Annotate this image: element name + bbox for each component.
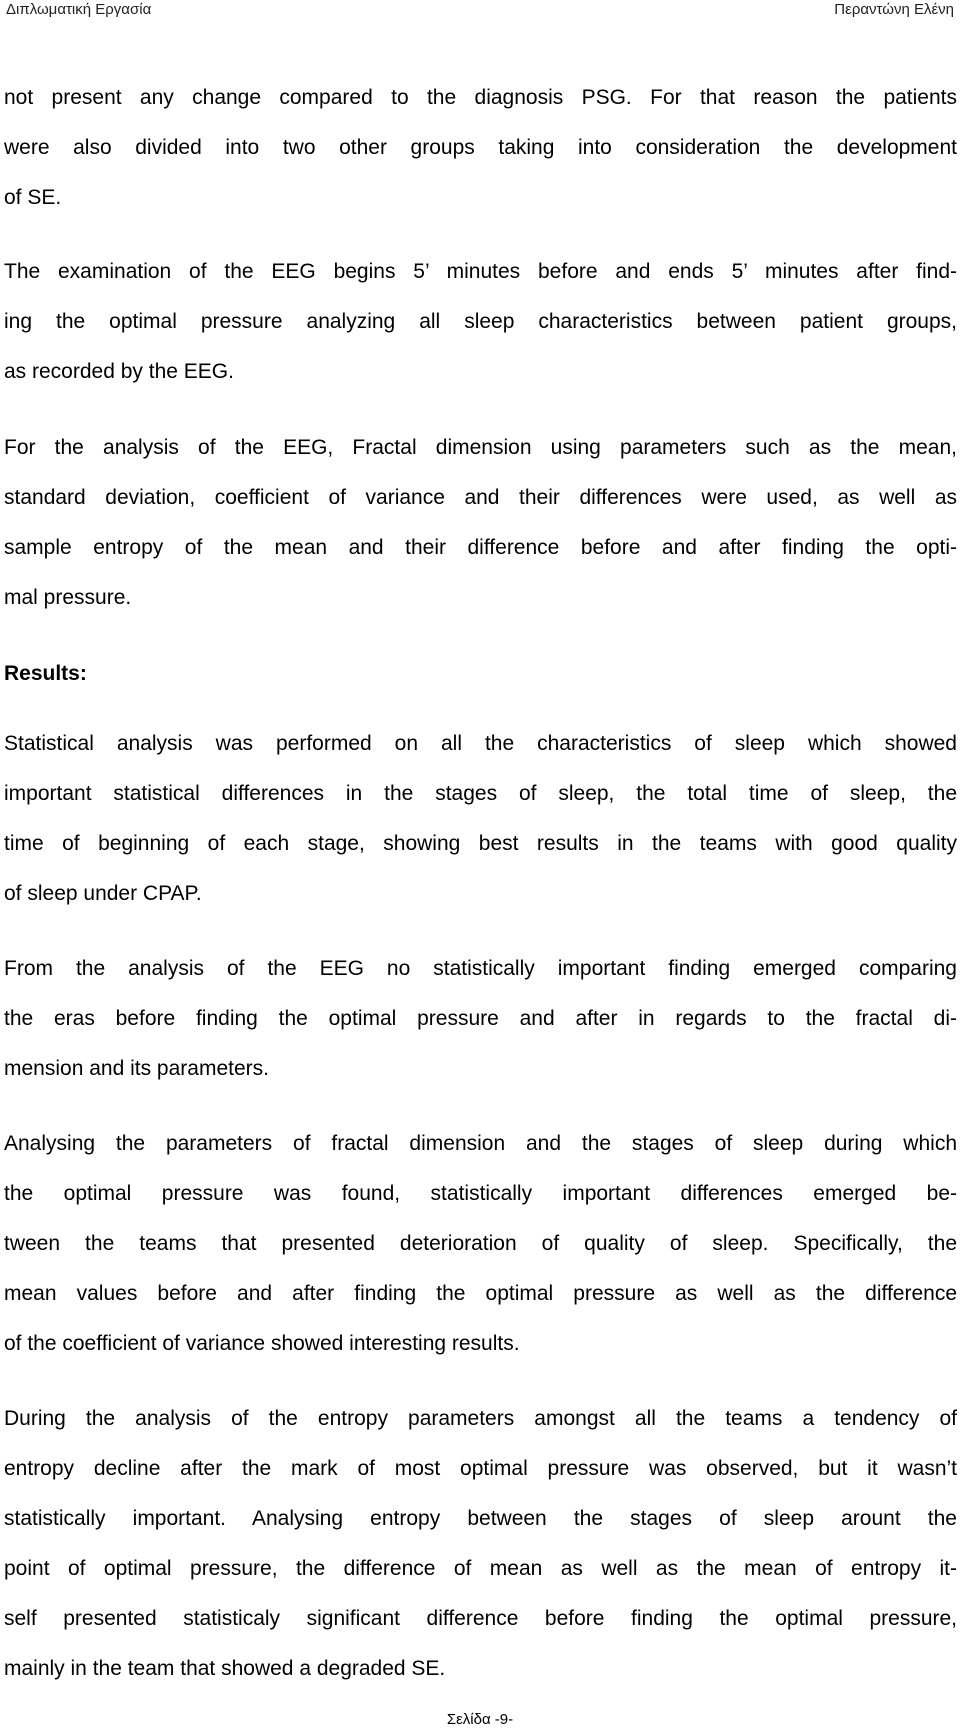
text-line: tween the teams that presented deterioration of quality of sleep. Specifically, the (4, 1232, 957, 1255)
text-line: as recorded by the EEG. (4, 360, 234, 383)
paragraph-eeg-analysis (4, 423, 957, 623)
text-line: point of optimal pressure, the difference of mean as well as the mean of entropy it- (4, 1557, 957, 1580)
paragraph-eeg-findings (4, 944, 957, 1094)
text-line: mension and its parameters. (4, 1057, 269, 1080)
header-author-name: Περαντώνη Ελένη (834, 1, 954, 18)
text-line: not present any change compared to the diagnosis PSG. For that reason the patients (4, 86, 957, 109)
text-line: of sleep under CPAP. (4, 882, 202, 905)
text-line: mainly in the team that showed a degraded SE. (4, 1657, 446, 1680)
text-line: Statistical analysis was performed on all the characteristics of sleep which showed (4, 732, 957, 755)
text-line: The examination of the EEG begins 5’ minutes before and ends 5’ minutes after find- (4, 260, 957, 283)
page-number: Σελίδα -9- (446, 1711, 514, 1728)
text-line: the optimal pressure was found, statistically important differences emerged be- (4, 1182, 957, 1205)
text-line: During the analysis of the entropy parameters amongst all the teams a tendency of (4, 1407, 957, 1430)
text-line: mean values before and after finding the optimal pressure as well as the difference (4, 1282, 957, 1305)
text-line: mal pressure. (4, 586, 132, 609)
paragraph-eeg-examination (4, 247, 957, 397)
paragraph-entropy-analysis (4, 1394, 957, 1694)
text-line: were also divided into two other groups taking into consideration the development (4, 136, 957, 159)
text-line: ing the optimal pressure analyzing all sleep characteristics between patient groups, (4, 310, 957, 333)
results-heading: Results: (4, 662, 87, 685)
text-line: important statistical differences in the stages of sleep, the total time of sleep, the (4, 782, 957, 805)
text-line: time of beginning of each stage, showing best results in the teams with good quality (4, 832, 957, 855)
text-line: statistically important. Analysing entropy between the stages of sleep arount the (4, 1507, 957, 1530)
paragraph-statistical-analysis (4, 719, 957, 919)
paragraph-continuation (4, 73, 957, 223)
text-line: For the analysis of the EEG, Fractal dimension using parameters such as the mean, (4, 436, 957, 459)
text-line: entropy decline after the mark of most optimal pressure was observed, but it wasn’t (4, 1457, 957, 1480)
text-line: sample entropy of the mean and their difference before and after finding the opti- (4, 536, 957, 559)
text-line: of SE. (4, 186, 62, 209)
text-line: From the analysis of the EEG no statistically important finding emerged comparing (4, 957, 957, 980)
page-header (6, 0, 954, 22)
text-line: Analysing the parameters of fractal dimension and the stages of sleep during which (4, 1132, 957, 1155)
paragraph-fractal-dimension (4, 1119, 957, 1369)
header-thesis-label: Διπλωματική Εργασία (6, 1, 152, 18)
text-line: of the coefficient of variance showed interesting results. (4, 1332, 520, 1355)
text-line: the eras before finding the optimal pressure and after in regards to the fractal di- (4, 1007, 957, 1030)
text-line: self presented statisticaly significant difference before finding the optimal pressure, (4, 1607, 957, 1630)
text-line: standard deviation, coefficient of variance and their differences were used, as well as (4, 486, 957, 509)
